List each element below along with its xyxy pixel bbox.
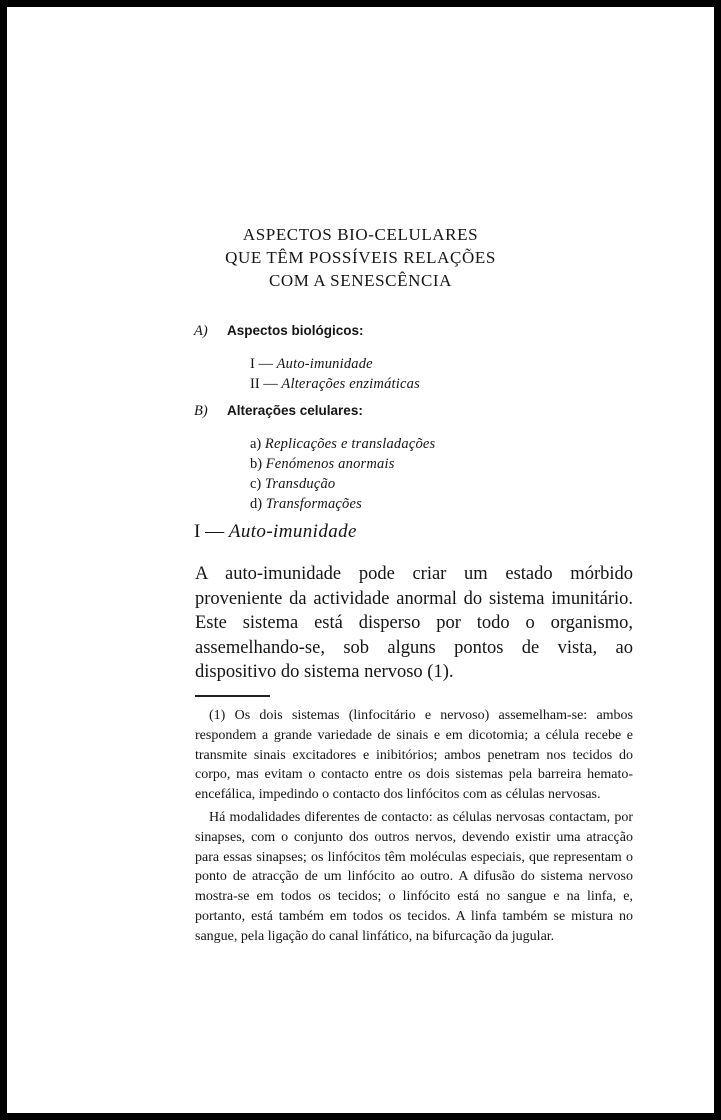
footnote-divider — [195, 695, 270, 697]
title-line-2: QUE TÊM POSSÍVEIS RELAÇÕES — [225, 248, 496, 267]
document-page — [7, 7, 714, 1113]
body-text — [195, 562, 633, 685]
heading-text: Auto-imunidade — [228, 521, 357, 542]
section-b-header — [194, 400, 435, 422]
footnote — [195, 706, 633, 947]
title-line-1: ASPECTOS BIO-CELULARES — [242, 225, 479, 244]
page-title — [7, 223, 714, 292]
footnote-reference[interactable]: (1) — [427, 662, 449, 682]
footnote-paragraph: Há modalidades diferentes de contacto: as células nervosas contactam, por sinapses, com o conjunto dos outros nervos, devendo existir uma atracção para essas sinapses; os linfócitos têm moléculas especiais, que representam o ponto de atracção de um linfócito ao outro. A difusão do sistema nervoso mostra-se em todos os tecidos; o linfócito está no sangue e na linfa, e, portanto, está também em todos os tecidos. A linfa também se mistura no sangue, pela ligação do canal linfático, na bifurcação da jugular. — [195, 809, 633, 944]
footnote-marker: (1) — [209, 708, 226, 723]
heading-number: I — — [194, 521, 225, 542]
outline-item: I — Auto-imunidade — [250, 356, 373, 372]
section-letter: A) — [194, 323, 208, 339]
section-label: Alterações celulares: — [227, 403, 363, 418]
outline-item: c) Transdução — [250, 476, 336, 492]
outline-item: b) Fenómenos anormais — [250, 456, 395, 472]
outline-item: II — Alterações enzimáticas — [250, 376, 420, 392]
title-line-3: COM A SENESCÊNCIA — [268, 271, 453, 290]
section-heading — [194, 519, 357, 545]
section-letter: B) — [194, 403, 208, 419]
outline-item: a) Replicações e transladações — [250, 436, 436, 452]
footnote-paragraph: (1) Os dois sistemas (linfocitário e nervoso) assemelham-se: ambos respondem a grande variedade de sinais e em dicotomia; a célula recebe e transmite sinais excitadores e inibitórios; ambos penetram nos tecidos do corpo, mas evitam o contacto entre os dois sistemas pela barreira hemato-encefálica, impedindo o contacto dos linfócitos com as células nervosas. — [195, 708, 633, 803]
section-b-items — [250, 434, 435, 514]
outline-item: d) Transformações — [250, 496, 362, 512]
section-a-items — [250, 354, 435, 394]
section-label: Aspectos biológicos: — [227, 323, 364, 338]
body-paragraph: A auto-imunidade pode criar um estado mórbido proveniente da actividade anormal do sistema imunitário. Este sistema está disperso por todo o organismo, assemelhando-se, sob alguns pontos de vista, ao dispositivo do sistema nervoso (1). — [195, 564, 633, 682]
outline — [194, 320, 435, 514]
section-a-header — [194, 320, 435, 342]
